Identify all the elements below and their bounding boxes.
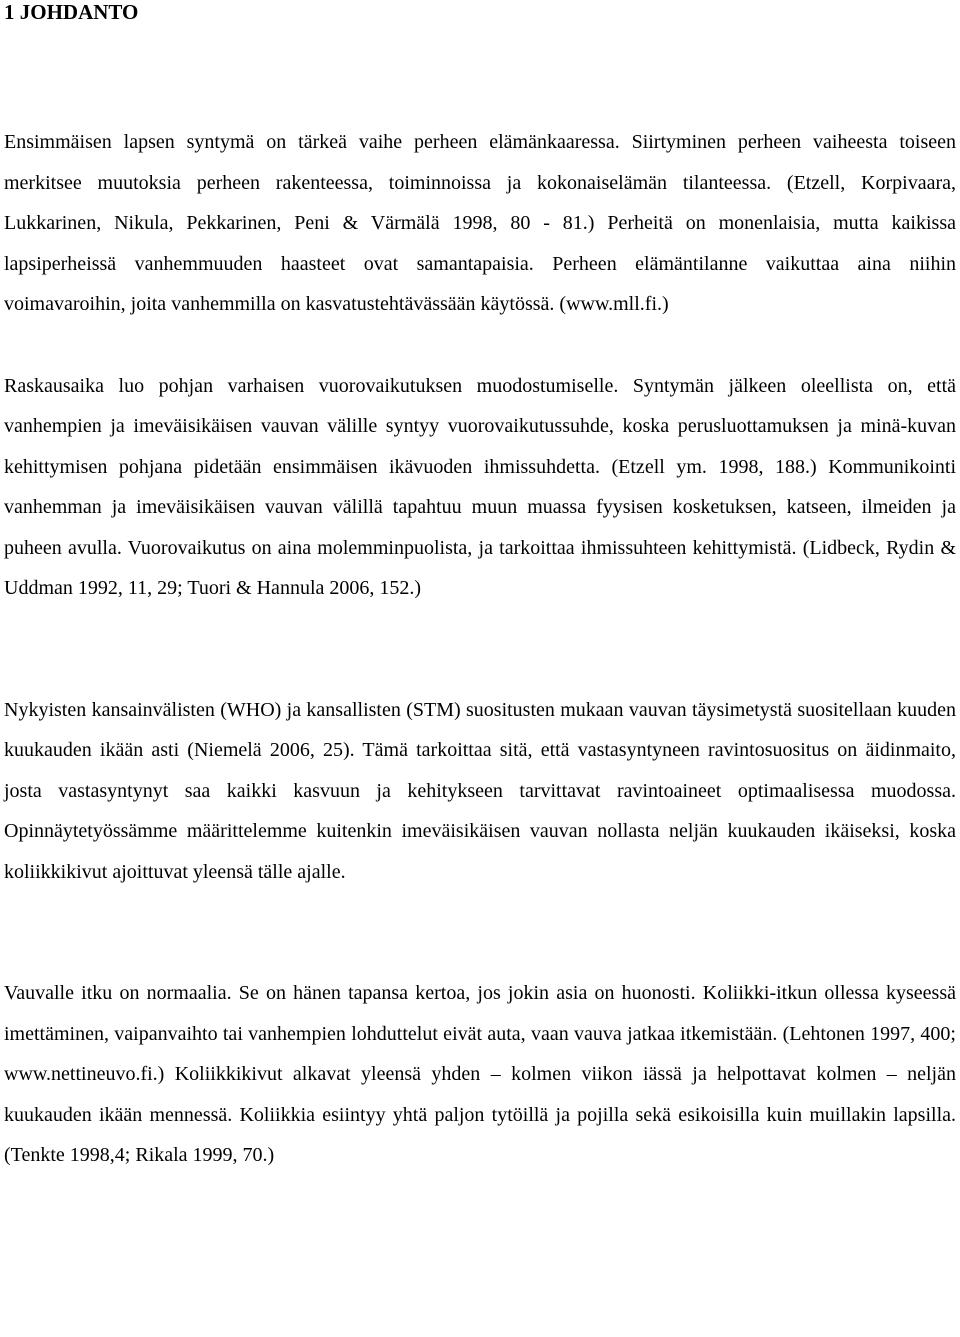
paragraph-early-interaction: Raskausaika luo pohjan varhaisen vuorovaikutuksen muodostumiselle. Syntymän jälkeen oleellista on, että vanhempien ja imeväisikäisen vauvan välille syntyy vuorovaikutussuhde, koska perusluottamuksen ja minä-kuvan kehittymisen pohjana pidetään ensimmäisen ikävuoden ihmissuhdetta. (Etzell ym. 1998, 188.) Kommunikointi vanhemman ja imeväisikäisen vauvan välillä tapahtuu muun muassa fyysisen kosketuksen, katseen, ilmeiden ja puheen avulla. Vuorovaikutus on aina molemminpuolista, ja tarkoittaa ihmissuhteen kehittymistä. (Lidbeck, Rydin & Uddman 1992, 11, 29; Tuori & Hannula 2006, 152.) (4, 374, 956, 599)
paragraph-family-life-stage: Ensimmäisen lapsen syntymä on tärkeä vaihe perheen elämänkaaressa. Siirtyminen perheen vaiheesta toiseen merkitsee muutoksia perheen rakenteessa, toiminnoissa ja kokonaiselämän tilanteessa. (Etzell, Korpivaara, Lukkarinen, Nikula, Pekkarinen, Peni & Värmälä 1998, 80 - 81.) Perheitä on monenlaisia, mutta kaikissa lapsiperheissä vanhemmuuden haasteet ovat samantapaisia. Perheen elämäntilanne vaikuttaa aina niihin voimavaroihin, joita vanhemmilla on kasvatustehtävässään käytössä. (www.mll.fi.) (4, 131, 956, 315)
paragraph-breastfeeding: Nykyisten kansainvälisten (WHO) ja kansallisten (STM) suositusten mukaan vauvan täysimetystä suositellaan kuuden kuukauden ikään asti (Niemelä 2006, 25). Tämä tarkoittaa sitä, että vastasyntyneen ravintosuositus on äidinmaito, josta vastasyntynyt saa kaikki kasvuun ja kehitykseen tarvittavat ravintoaineet optimaalisessa muodossa. Opinnäytetyössämme määrittelemme kuitenkin imeväisikäisen vauvan nollasta neljän kuukauden ikäiseksi, koska koliikkikivut ajoittuvat yleensä tälle ajalle. (4, 698, 956, 883)
document-page (4, 0, 956, 1176)
paragraph-colic: Vauvalle itku on normaalia. Se on hänen tapansa kertoa, jos jokin asia on huonosti. Koliikki-itkun ollessa kyseessä imettäminen, vaipanvaihto tai vanhempien lohduttelut eivät auta, vaan vauva jatkaa itkemistään. (Lehtonen 1997, 400; www.nettineuvo.fi.) Koliikkikivut alkavat yleensä yhden – kolmen viikon iässä ja helpottavat kolmen – neljän kuukauden ikään mennessä. Koliikkia esiintyy yhtä paljon tytöillä ja pojilla sekä esikoisilla kuin muillakin lapsilla. (Tenkte 1998,4; Rikala 1999, 70.) (4, 982, 956, 1166)
chapter-heading: 1 JOHDANTO (4, 0, 139, 24)
